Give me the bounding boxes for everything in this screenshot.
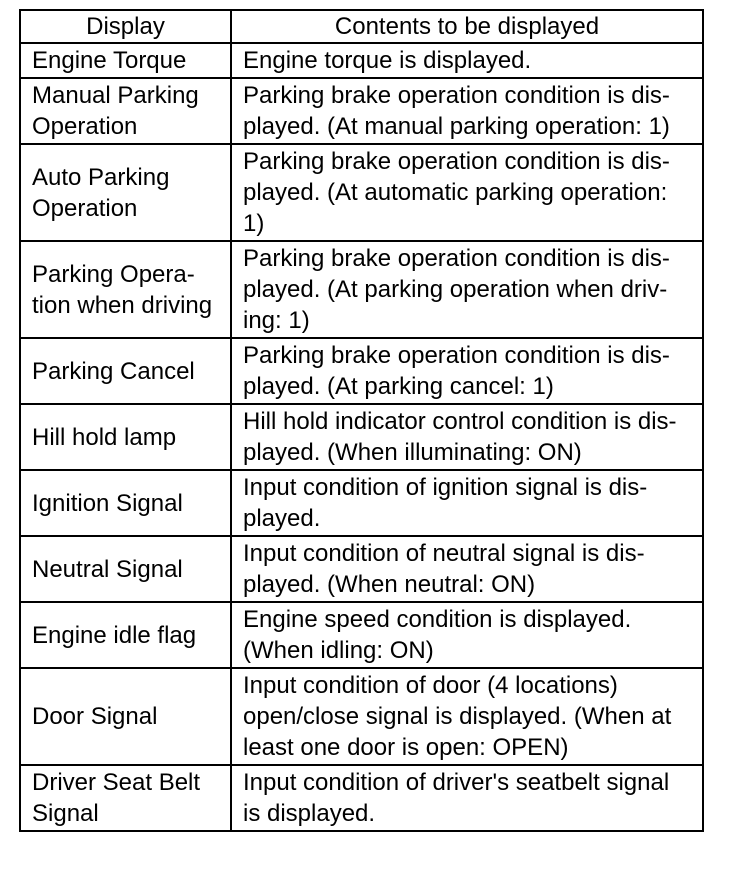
display-text-line: Operation — [32, 113, 138, 140]
contents-text-line: Parking brake operation condition is dis- — [243, 148, 670, 175]
display-text-line: Hill hold lamp — [32, 423, 177, 451]
contents-text-line: Parking brake operation condition is dis- — [243, 342, 670, 369]
contents-text-line: played. — [243, 505, 321, 532]
contents-cell — [231, 602, 703, 668]
display-cell — [20, 668, 231, 765]
contents-cell — [231, 668, 703, 765]
contents-text-line: open/close signal is displayed. (When at — [243, 703, 672, 730]
contents-text-line: Engine torque is displayed. — [243, 47, 532, 74]
contents-text-line: 1) — [243, 210, 265, 237]
contents-text-line: played. (When illuminating: ON) — [243, 439, 582, 466]
display-text-line: tion when driving — [32, 291, 213, 319]
table-body — [20, 43, 703, 831]
contents-cell — [231, 470, 703, 536]
display-cell — [20, 78, 231, 144]
table-row — [20, 338, 703, 404]
display-text-line: Driver Seat Belt — [32, 769, 201, 796]
display-text-line: Parking Cancel — [32, 357, 195, 385]
table-row — [20, 144, 703, 241]
contents-cell — [231, 43, 703, 78]
contents-cell — [231, 338, 703, 404]
header-contents: Contents to be displayed — [231, 10, 703, 43]
table-row — [20, 404, 703, 470]
contents-cell — [231, 765, 703, 831]
contents-text-line: Hill hold indicator control condition is dis- — [243, 408, 677, 435]
display-text-line: Auto Parking — [32, 163, 170, 191]
contents-text-line: Parking brake operation condition is dis- — [243, 82, 670, 109]
display-text-line: Ignition Signal — [32, 489, 183, 517]
table-row — [20, 43, 703, 78]
display-cell — [20, 470, 231, 536]
display-text-line: Manual Parking — [32, 82, 199, 109]
table-row — [20, 536, 703, 602]
contents-cell — [231, 144, 703, 241]
contents-text-line: Input condition of door (4 locations) — [243, 672, 618, 699]
display-contents-table — [19, 9, 704, 832]
contents-text-line: played. (At parking cancel: 1) — [243, 373, 554, 400]
contents-text-line: Input condition of driver's seatbelt signal — [243, 769, 670, 796]
contents-text-line: Input condition of neutral signal is dis- — [243, 540, 645, 567]
contents-text-line: Engine speed condition is displayed. — [243, 606, 632, 633]
header-row — [20, 10, 703, 43]
contents-text-line: is displayed. — [243, 800, 376, 827]
display-cell — [20, 765, 231, 831]
contents-cell — [231, 404, 703, 470]
contents-cell — [231, 536, 703, 602]
table-row — [20, 241, 703, 338]
contents-text-line: (When idling: ON) — [243, 637, 434, 664]
display-text-line: Neutral Signal — [32, 555, 183, 583]
display-cell — [20, 536, 231, 602]
contents-text-line: least one door is open: OPEN) — [243, 734, 569, 761]
contents-text-line: played. (At parking operation when driv- — [243, 276, 668, 303]
contents-cell — [231, 78, 703, 144]
contents-text-line: ing: 1) — [243, 307, 310, 334]
display-cell — [20, 144, 231, 241]
table-row — [20, 765, 703, 831]
display-text-line: Engine Torque — [32, 47, 187, 74]
display-cell — [20, 43, 231, 78]
table-row — [20, 602, 703, 668]
table-row — [20, 78, 703, 144]
display-cell — [20, 404, 231, 470]
display-cell — [20, 602, 231, 668]
contents-text-line: played. (At manual parking operation: 1) — [243, 113, 670, 140]
display-cell — [20, 241, 231, 338]
contents-text-line: played. (When neutral: ON) — [243, 571, 536, 598]
contents-text-line: Input condition of ignition signal is dis- — [243, 474, 648, 501]
display-text-line: Engine idle flag — [32, 621, 197, 649]
table-row — [20, 668, 703, 765]
display-cell — [20, 338, 231, 404]
display-text-line: Parking Opera- — [32, 260, 195, 288]
table-row — [20, 470, 703, 536]
header-display: Display — [20, 10, 231, 43]
contents-text-line: played. (At automatic parking operation: — [243, 179, 668, 206]
contents-cell — [231, 241, 703, 338]
display-text-line: Signal — [32, 800, 99, 827]
display-text-line: Door Signal — [32, 703, 158, 730]
contents-text-line: Parking brake operation condition is dis- — [243, 245, 670, 272]
display-text-line: Operation — [32, 194, 138, 222]
